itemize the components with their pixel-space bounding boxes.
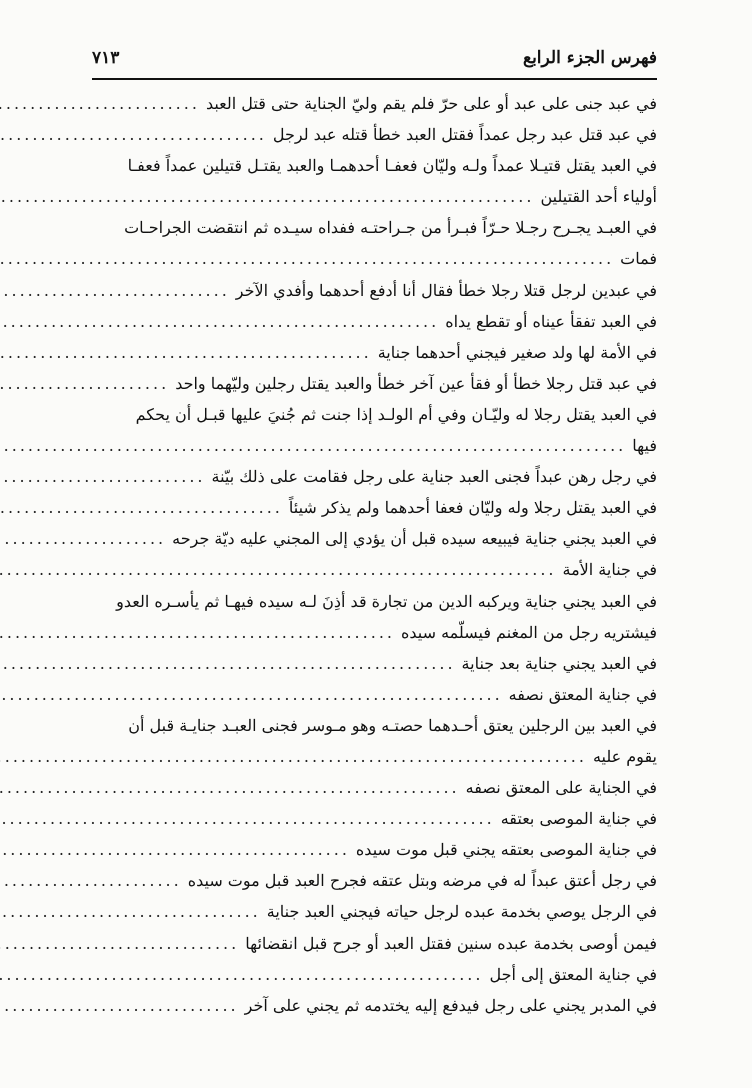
entry-text: في رجل رهن عبداً فجنى العبد جناية على رجل فقامت على ذلك بيّنة	[211, 467, 657, 487]
index-entry	[92, 212, 657, 274]
entry-final-line	[92, 554, 657, 585]
entry-final-line	[92, 181, 657, 212]
dot-leader	[0, 990, 239, 1021]
dot-leader	[0, 430, 626, 461]
index-entry	[92, 461, 657, 492]
entry-final-line	[92, 368, 657, 399]
entry-final-line	[92, 648, 657, 679]
dot-leader	[0, 741, 587, 772]
entry-text: في جناية المعتق نصفه	[508, 684, 657, 704]
dot-leader	[0, 243, 614, 274]
entry-text: في العبد يجني جناية بعد جناية	[461, 653, 657, 673]
entry-text-line: في العبد بين الرجلين يعتق أحـدهما حصتـه وهو مـوسر فجنى العبـد جنايـة قبل أن	[128, 715, 657, 735]
entry-text: في رجل أعتق عبداً له في مرضه وبتل عتقه فجرح العبد قبل موت سيده	[187, 871, 657, 891]
header-rule	[92, 78, 657, 80]
entry-final-line	[92, 803, 657, 834]
dot-leader	[0, 679, 503, 710]
entry-text-line: في العبـد يجـرح رجـلا حـرّاً فبـرأ من جـراحتـه ففداه سيـده ثم انتقضت الجراحـات	[124, 218, 657, 238]
entry-text: فيمن أوصى بخدمة عبده سنين فقتل العبد أو جرح قبل انقضائها	[245, 933, 657, 953]
entry-text: في جناية المعتق إلى أجل	[489, 964, 657, 984]
entry-final-line	[92, 959, 657, 990]
entry-text-line: في العبد يقتل رجلا له وليّـان وفي أم الولـد إذا جنت ثم جُنيَ عليها قبـل أن يحكم	[135, 404, 657, 424]
dot-leader	[0, 88, 200, 119]
entry-text: في جناية الأمة	[562, 560, 657, 580]
entry-text: في جناية الموصى بعتقه	[500, 809, 657, 829]
dot-leader	[0, 803, 495, 834]
dot-leader	[0, 959, 483, 990]
entry-text: أولياء أحد القتيلين	[540, 187, 657, 207]
index-entry	[92, 803, 657, 834]
index-entry	[92, 306, 657, 337]
dot-leader	[0, 492, 283, 523]
entry-final-line	[92, 679, 657, 710]
dot-leader	[0, 865, 182, 896]
entry-text: في العبد يجني جناية فيبيعه سيده قبل أن يؤدي إلى المجني عليه ديّة جرحه	[172, 529, 657, 549]
index-entry	[92, 119, 657, 150]
index-entries	[92, 88, 657, 1021]
index-entry	[92, 337, 657, 368]
entry-final-line	[92, 119, 657, 150]
page-header	[92, 44, 657, 72]
dot-leader	[0, 306, 439, 337]
header-page-number: ٧١٣	[92, 48, 120, 68]
index-entry	[92, 865, 657, 896]
dot-leader	[0, 181, 534, 212]
dot-leader	[0, 772, 460, 803]
entry-final-line	[92, 461, 657, 492]
entry-text: في الأمة لها ولد صغير فيجني أحدهما جناية	[377, 342, 657, 362]
index-entry	[92, 679, 657, 710]
index-entry	[92, 275, 657, 306]
index-entry	[92, 586, 657, 648]
dot-leader	[0, 461, 205, 492]
index-entry	[92, 772, 657, 803]
entry-text: في العبد يقتل رجلا وله وليّان فعفا أحدهما ولم يذكر شيئاً	[288, 498, 657, 518]
entry-final-line	[92, 617, 657, 648]
entry-final-line	[92, 430, 657, 461]
index-entry	[92, 896, 657, 927]
entry-text: في الجناية على المعتق نصفه	[465, 778, 657, 798]
dot-leader	[0, 337, 372, 368]
entry-final-line	[92, 306, 657, 337]
entry-final-line	[92, 741, 657, 772]
index-entry	[92, 523, 657, 554]
dot-leader	[0, 275, 230, 306]
dot-leader	[0, 928, 239, 959]
entry-final-line	[92, 88, 657, 119]
dot-leader	[0, 834, 350, 865]
index-entry	[92, 368, 657, 399]
entry-final-line	[92, 275, 657, 306]
dot-leader	[0, 368, 169, 399]
entry-final-line	[92, 772, 657, 803]
entry-text: في العبد تفقأ عيناه أو تقطع يداه	[445, 311, 657, 331]
entry-text: في عبد جنى على عبد أو على حرّ فلم يقم وليّ الجناية حتى قتل العبد	[205, 94, 657, 113]
index-entry	[92, 554, 657, 585]
entry-text-line: في العبد يقتل قتيـلا عمداً ولـه وليّان فعفـا أحدهمـا والعبد يقتـل قتيلين عمداً فعفـا	[127, 156, 657, 176]
entry-final-line	[92, 834, 657, 865]
header-title: فهرس الجزء الرابع	[523, 48, 657, 68]
entry-final-line	[92, 896, 657, 927]
index-entry	[92, 150, 657, 212]
entry-text: في عبد قتل عبد رجل عمداً فقتل العبد خطأ قتله عبد لرجل	[272, 125, 657, 145]
dot-leader	[0, 554, 557, 585]
entry-final-line	[92, 492, 657, 523]
dot-leader	[0, 896, 261, 927]
entry-text: في عبدين لرجل قتلا رجلا خطأ فقال أنا أدفع أحدهما وأفدي الآخر	[235, 280, 657, 300]
entry-text: في عبد قتل رجلا خطأ أو فقأ عين آخر خطأ والعبد يقتل رجلين وليّهما واحد	[175, 373, 657, 393]
index-entry	[92, 88, 657, 119]
entry-final-line	[92, 865, 657, 896]
entry-text: في الرجل يوصي بخدمة عبده لرجل حياته فيجني العبد جناية	[266, 902, 657, 922]
entry-text: فيها	[632, 436, 657, 456]
index-entry	[92, 399, 657, 461]
entry-text: في جناية الموصى بعتقه يجني قبل موت سيده	[355, 840, 657, 860]
index-entry	[92, 990, 657, 1021]
dot-leader	[0, 617, 395, 648]
entry-final-line	[92, 243, 657, 274]
index-entry	[92, 928, 657, 959]
index-entry	[92, 710, 657, 772]
entry-final-line	[92, 928, 657, 959]
index-entry	[92, 492, 657, 523]
entry-text: فيشتريه رجل من المغنم فيسلّمه سيده	[400, 622, 657, 642]
entry-final-line	[92, 523, 657, 554]
dot-leader	[0, 119, 267, 150]
dot-leader	[0, 523, 166, 554]
entry-text: في المدبر يجني على رجل فيدفع إليه يختدمه ثم يجني على آخر	[244, 995, 657, 1015]
entry-text-line: في العبد يجني جناية ويركبه الدين من تجارة قد أذِنَ لـه سيده فيهـا ثم يأسـره العدو	[116, 591, 657, 611]
entry-final-line	[92, 337, 657, 368]
index-entry	[92, 959, 657, 990]
index-entry	[92, 834, 657, 865]
entry-text: يقوم عليه	[592, 746, 657, 766]
index-entry	[92, 648, 657, 679]
entry-text: فمات	[620, 249, 657, 269]
dot-leader	[0, 648, 456, 679]
entry-final-line	[92, 990, 657, 1021]
